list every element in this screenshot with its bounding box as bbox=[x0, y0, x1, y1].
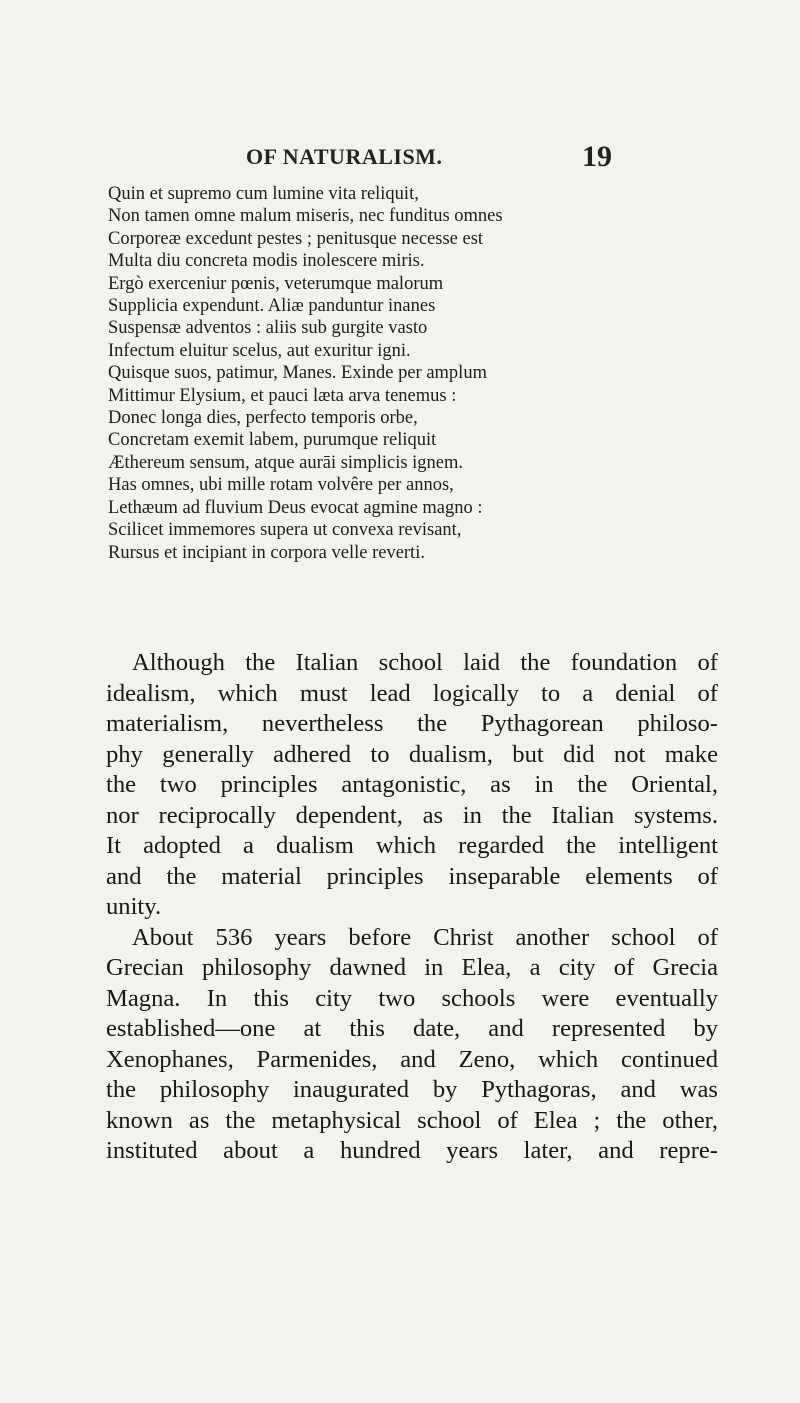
text-line: and the material principles inseparable elements of bbox=[106, 862, 718, 890]
text-line: It adopted a dualism which regarded the intelligent bbox=[106, 832, 718, 859]
verse-line: Lethæum ad fluvium Deus evocat agmine magno : bbox=[108, 497, 483, 518]
text-line: phy generally adhered to dualism, but did not make bbox=[106, 740, 718, 768]
verse-line: Suspensæ adventos : aliis sub gurgite vasto bbox=[108, 318, 428, 339]
text-line: Xenophanes, Parmenides, and Zeno, which continued bbox=[106, 1045, 718, 1073]
text-line: Although the Italian school laid the foundation of bbox=[132, 649, 718, 676]
text-line: nor reciprocally dependent, as in the Italian systems. bbox=[106, 801, 718, 829]
verse-line: Scilicet immemores supera ut convexa revisant, bbox=[108, 520, 462, 541]
verse-line: Quisque suos, patimur, Manes. Exinde per amplum bbox=[108, 363, 487, 384]
verse-line: Mittimur Elysium, et pauci læta arva tenemus : bbox=[108, 385, 457, 406]
page-number: 19 bbox=[582, 140, 612, 173]
text-line: known as the metaphysical school of Elea ; the other, bbox=[106, 1106, 718, 1134]
text-line: instituted about a hundred years later, and repre- bbox=[106, 1137, 718, 1164]
paragraph-idealism bbox=[106, 648, 718, 923]
latin-verse-quotation bbox=[108, 183, 728, 564]
text-line: the two principles antagonistic, as in the Oriental, bbox=[106, 771, 718, 798]
verse-line: Concretam exemit labem, purumque reliquit bbox=[108, 430, 437, 451]
running-head bbox=[0, 140, 800, 174]
text-line: About 536 years before Christ another school of bbox=[132, 923, 718, 951]
verse-line: Corporeæ excedunt pestes ; penitusque necesse est bbox=[108, 228, 484, 249]
verse-line: Non tamen omne malum miseris, nec funditus omnes bbox=[108, 206, 503, 227]
text-line: Grecian philosophy dawned in Elea, a city of Grecia bbox=[106, 954, 718, 981]
text-line: idealism, which must lead logically to a denial of bbox=[106, 679, 718, 707]
text-line: materialism, nevertheless the Pythagorean philoso- bbox=[106, 710, 718, 737]
verse-line: Æthereum sensum, atque aurāi simplicis ignem. bbox=[108, 452, 464, 473]
verse-line: Donec longa dies, perfecto temporis orbe, bbox=[108, 408, 418, 429]
verse-line: Has omnes, ubi mille rotam volvêre per annos, bbox=[108, 475, 454, 496]
text-line: the philosophy inaugurated by Pythagoras, and was bbox=[106, 1076, 718, 1103]
text-line: Magna. In this city two schools were eventually bbox=[106, 984, 718, 1012]
verse-line: Rursus et incipiant in corpora velle reverti. bbox=[108, 542, 425, 563]
verse-line: Multa diu concreta modis inolescere miris. bbox=[108, 251, 425, 272]
verse-line: Quin et supremo cum lumine vita reliquit, bbox=[108, 184, 419, 204]
paragraph-elea bbox=[106, 923, 718, 1167]
text-line: unity. bbox=[106, 893, 162, 920]
verse-line: Supplicia expendunt. Aliæ panduntur inanes bbox=[108, 296, 436, 317]
body-text bbox=[106, 648, 718, 1167]
verse-line: Ergò exerceniur pœnis, veterumque malorum bbox=[108, 273, 444, 294]
running-title: OF NATURALISM. bbox=[246, 144, 443, 169]
text-line: established—one at this date, and represented by bbox=[106, 1015, 718, 1042]
verse-line: Infectum eluitur scelus, aut exuritur igni. bbox=[108, 340, 411, 361]
